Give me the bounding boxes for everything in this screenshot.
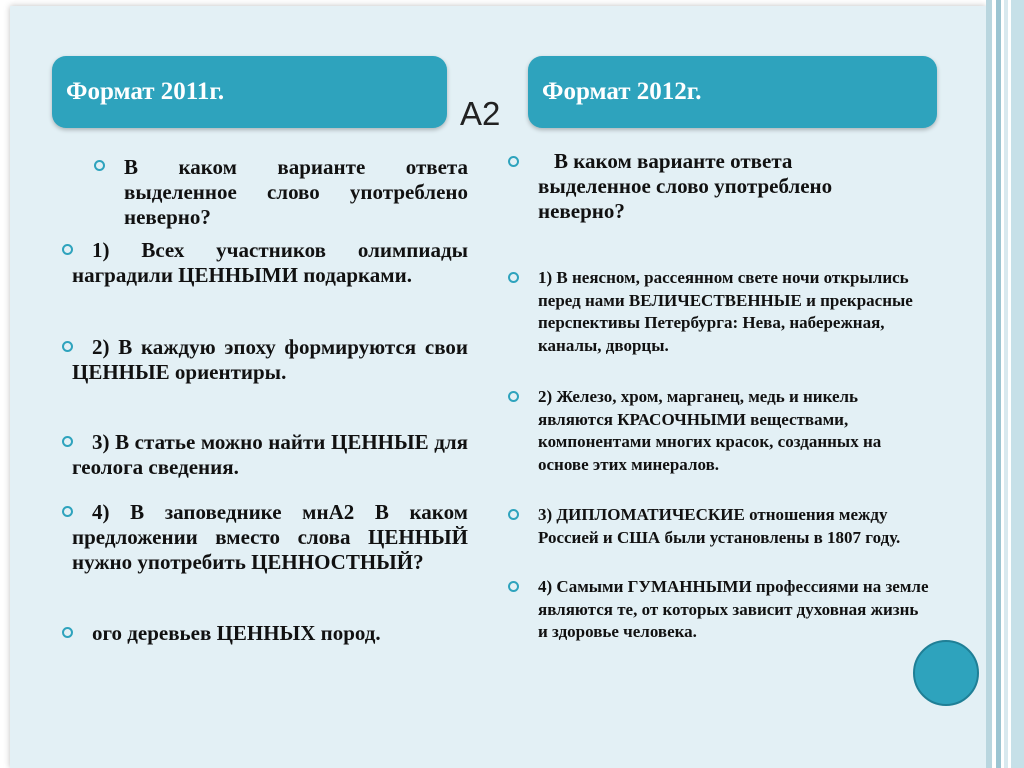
header-left-title: Формат 2011г. (66, 78, 225, 105)
left-question: В каком варианте ответа выделенное слово употреблено неверно? (124, 155, 468, 229)
right-item-3: 3) ДИПЛОМАТИЧЕСКИЕ отношения между Россией и США были установлены в 1807 году. (538, 505, 901, 547)
header-right-title: Формат 2012г. (542, 78, 702, 105)
left-item-2: 2) В каждую эпоху формируются свои ЦЕННЫЕ ориентиры. (72, 335, 468, 384)
right-item-4: 4) Самыми ГУМАННЫМИ профессиями на земле являются те, от которых зависит духовная жизнь и здоровье человека. (538, 577, 929, 641)
bullet-icon (508, 509, 519, 520)
bullet-icon (508, 156, 519, 167)
right-question: В каком варианте ответа выделенное слово употреблено неверно? (538, 149, 833, 223)
left-item-4: 4) В заповеднике мнА2 В каком предложении вместо слова ЦЕННЫЙ нужно употребить ЦЕННОСТНЫЙ? (72, 500, 468, 574)
bullet-icon (508, 391, 519, 402)
header-left (52, 56, 447, 128)
right-item-1: 1) В неясном, рассеянном свете ночи открылись перед нами ВЕЛИЧЕСТВЕННЫЕ и прекрасные перспективы Петербурга: Нева, набережная, каналы, дворцы. (538, 268, 913, 355)
decorative-circle (913, 640, 979, 706)
left-item-1: 1) Всех участников олимпиады наградили ЦЕННЫМИ подарками. (72, 238, 468, 287)
header-right (528, 56, 937, 128)
right-stripe-3 (1004, 0, 1008, 768)
right-stripe-2 (996, 0, 1001, 768)
bullet-icon (508, 581, 519, 592)
left-item-3: 3) В статье можно найти ЦЕННЫЕ для геолога сведения. (72, 430, 468, 479)
bullet-icon (94, 160, 105, 171)
right-stripe-1 (986, 0, 992, 768)
center-label: А2 (460, 95, 501, 132)
right-item-2: 2) Железо, хром, марганец, медь и никель являются КРАСОЧНЫМИ веществами, компонентами многих красок, созданных на основе этих минералов. (538, 387, 882, 474)
right-stripe-4 (1011, 0, 1024, 768)
left-item-5: ого деревьев ЦЕННЫХ пород. (92, 621, 381, 645)
bullet-icon (508, 272, 519, 283)
bullet-icon (62, 627, 73, 638)
